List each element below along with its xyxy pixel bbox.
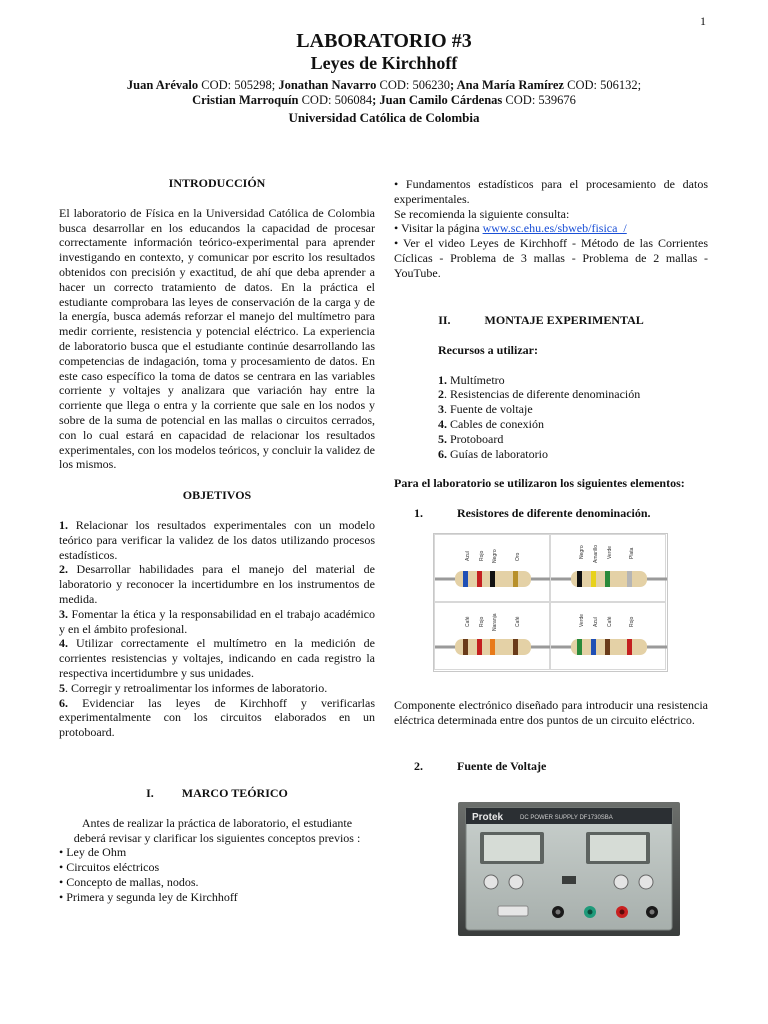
objective-item bbox=[59, 696, 375, 740]
band-label: Negro bbox=[579, 545, 585, 559]
author-code: COD: 506132; bbox=[563, 78, 642, 92]
authors-line-2 bbox=[0, 93, 768, 108]
resistor-cell bbox=[550, 534, 666, 602]
author-name: ; Ana María Ramírez bbox=[450, 78, 564, 92]
item-number: 2 bbox=[438, 387, 444, 402]
item-number: 1. bbox=[414, 506, 423, 520]
power-supply-photo bbox=[458, 802, 680, 936]
list-item bbox=[438, 447, 708, 462]
institution: Universidad Católica de Colombia bbox=[288, 110, 480, 125]
page-number: 1 bbox=[700, 14, 706, 28]
author-code: COD: 505298; bbox=[198, 78, 279, 92]
list-item bbox=[438, 402, 708, 417]
montaje-section bbox=[394, 313, 708, 461]
list-item: • Ver el video Leyes de Kirchhoff - Método de las Corrientes Cíclicas - Problema de 3 mallas - Problema de 2 mallas - YouTube. bbox=[394, 236, 708, 280]
elements-heading: Para el laboratorio se utilizaron los siguientes elementos: bbox=[394, 476, 685, 490]
list-item bbox=[394, 221, 708, 236]
concept-list bbox=[59, 845, 375, 904]
section-title: MARCO TEÓRICO bbox=[181, 786, 288, 800]
objectives-heading: OBJETIVOS bbox=[182, 488, 252, 503]
resistor-graphic bbox=[435, 567, 551, 591]
item-text: . Fuente de voltaje bbox=[444, 402, 533, 417]
color-band bbox=[477, 639, 482, 655]
band-label: Naranja bbox=[492, 613, 498, 631]
objective-item bbox=[59, 681, 375, 696]
list-item: • Ley de Ohm bbox=[59, 845, 127, 860]
author-code: COD: 539676 bbox=[502, 93, 576, 107]
resistor-graphic bbox=[435, 635, 551, 659]
author-name: Juan Arévalo bbox=[126, 78, 199, 92]
item-number: 1. bbox=[438, 372, 447, 387]
color-band bbox=[577, 571, 582, 587]
band-label: Plata bbox=[629, 547, 635, 559]
objective-text: Fomentar la ética y la responsabilidad en el trabajo académico y en el ámbito profesional. bbox=[59, 606, 375, 636]
document-title: LABORATORIO #3 bbox=[296, 30, 472, 52]
band-label: Café bbox=[607, 616, 613, 627]
color-band bbox=[577, 639, 582, 655]
list-item: • Circuitos eléctricos bbox=[59, 860, 160, 875]
item-number: 3 bbox=[438, 402, 444, 417]
reference-link[interactable]: www.sc.ehu.es/sbweb/fisica_/ bbox=[482, 221, 627, 236]
list-item bbox=[438, 417, 708, 432]
section-title: MONTAJE EXPERIMENTAL bbox=[484, 313, 644, 327]
item-number: 4. bbox=[438, 416, 447, 431]
document-subtitle: Leyes de Kirchhoff bbox=[310, 53, 458, 73]
list-item bbox=[438, 387, 708, 402]
item-title: Fuente de Voltaje bbox=[457, 759, 547, 773]
marco-teorico-intro: Antes de realizar la práctica de laboratorio, el estudiante deberá revisar y clarificar los siguientes conceptos previos : bbox=[73, 815, 361, 845]
visit-prefix: • Visitar la página bbox=[394, 221, 483, 236]
objective-number: 3. bbox=[59, 606, 68, 621]
list-item bbox=[438, 373, 708, 388]
section-number: I. bbox=[146, 786, 154, 800]
author-name: ; Juan Camilo Cárdenas bbox=[372, 93, 503, 107]
brand-label: Protek bbox=[472, 812, 504, 823]
objective-item bbox=[59, 636, 375, 680]
recommend-text: Se recomienda la siguiente consulta: bbox=[394, 206, 570, 221]
color-band bbox=[477, 571, 482, 587]
resistor-cell bbox=[434, 602, 550, 670]
band-label: Rojo bbox=[479, 616, 485, 627]
color-band bbox=[490, 639, 495, 655]
list-item: • Concepto de mallas, nodos. bbox=[59, 874, 199, 889]
item-text: Guías de laboratorio bbox=[447, 446, 548, 461]
element-2-heading bbox=[414, 759, 546, 774]
resistor-graphic bbox=[551, 635, 667, 659]
band-label: Rojo bbox=[629, 616, 635, 627]
color-band bbox=[627, 571, 632, 587]
objective-number: 6. bbox=[59, 695, 68, 710]
color-band bbox=[627, 639, 632, 655]
introduction-heading: INTRODUCCIÓN bbox=[168, 176, 266, 190]
author-name: Cristian Marroquín bbox=[192, 93, 299, 107]
objectives-list bbox=[59, 518, 375, 740]
right-column-top bbox=[394, 177, 708, 281]
author-name: Jonathan Navarro bbox=[278, 78, 377, 92]
objective-number: 5 bbox=[59, 680, 65, 695]
objective-item bbox=[59, 518, 375, 562]
color-band bbox=[463, 639, 468, 655]
author-code: COD: 506230 bbox=[376, 78, 450, 92]
color-band bbox=[605, 571, 610, 587]
objective-text: Evidenciar las leyes de Kirchhoff y verificarlas experimentalmente con los circuitos elaborados en un protoboard. bbox=[59, 695, 375, 740]
objective-number: 4. bbox=[59, 636, 68, 651]
power-supply-illustration bbox=[458, 802, 680, 936]
element-1-heading bbox=[414, 506, 651, 521]
author-list bbox=[0, 78, 768, 108]
resistor-graphic bbox=[551, 567, 667, 591]
list-item: • Primera y segunda ley de Kirchhoff bbox=[59, 889, 238, 904]
resources-list bbox=[438, 373, 708, 462]
item-title: Resistores de diferente denominación. bbox=[457, 506, 651, 520]
marco-teorico-section bbox=[59, 786, 375, 905]
list-item bbox=[438, 432, 708, 447]
authors-line-1 bbox=[0, 78, 768, 93]
item-text: Multímetro bbox=[447, 372, 505, 387]
marco-teorico-heading bbox=[59, 786, 375, 801]
objective-item bbox=[59, 562, 375, 606]
band-label: Verde bbox=[579, 613, 585, 627]
band-label: Azul bbox=[593, 617, 599, 627]
introduction-text: El laboratorio de Física en la Universidad Católica de Colombia busca desarrollar en los educandos la capacidad de procesar correctamente información teórico-experimental para aprender investigando en contexto, y comunicar por escrito los resultados obtenidos con precisión y exactitud, de ahí que deba aprender a hacer un correcto tratamiento de datos. En la práctica el estudiante comprobara las leyes de conservación de la carga y de la energía, busca además reforzar el manejo del multímetro para medir corriente, resistencia y potencial eléctrico. La experiencia de laboratorio busca que el estudiante continúe desarrollando las competencias de indagación, toma y procesamiento de datos. En este caso específico la toma de datos se centrara en las variables corriente y voltajes y analizara que variación hay entre la corriente que llega o entra y la corriente que sale en los nodos y sobre de la suma de potencial en las mallas o circuitos cerrados, con lo cual estará en capacidad de relacionar los resultados experimentales, con los modelos teóricos, y concluir la validez de los mismos. bbox=[59, 205, 375, 472]
component-description: Componente electrónico diseñado para introducir una resistencia eléctrica determinada entre dos puntos de un circuito eléctrico. bbox=[394, 698, 708, 727]
model-label: DC POWER SUPPLY DF1730SBA bbox=[520, 815, 613, 821]
montaje-heading bbox=[394, 313, 708, 328]
item-text: . Resistencias de diferente denominación bbox=[444, 387, 641, 402]
color-band bbox=[513, 639, 518, 655]
objective-text: . Corregir y retroalimentar los informes de laboratorio. bbox=[65, 680, 328, 695]
color-band bbox=[591, 571, 596, 587]
resistor-cell bbox=[550, 602, 666, 670]
band-label: Negro bbox=[492, 549, 498, 563]
band-label: Café bbox=[465, 616, 471, 627]
band-label: Verde bbox=[607, 545, 613, 559]
resistor-cell bbox=[434, 534, 550, 602]
band-label: Amarillo bbox=[593, 544, 599, 563]
color-band bbox=[490, 571, 495, 587]
item-number: 5. bbox=[438, 431, 447, 446]
color-band bbox=[591, 639, 596, 655]
author-code: COD: 506084 bbox=[298, 93, 373, 107]
objective-item bbox=[59, 607, 375, 637]
band-label: Rojo bbox=[479, 550, 485, 561]
color-band bbox=[513, 571, 518, 587]
color-band bbox=[463, 571, 468, 587]
objective-number: 2. bbox=[59, 562, 68, 577]
item-text: Cables de conexión bbox=[447, 416, 544, 431]
resistor-figure bbox=[433, 533, 668, 672]
item-text: Protoboard bbox=[447, 431, 504, 446]
color-band bbox=[605, 639, 610, 655]
objective-text: Desarrollar habilidades para el manejo del material de laboratorio y reconocer la incertidumbre en los instrumentos de medida. bbox=[59, 562, 375, 606]
left-column bbox=[59, 176, 375, 740]
objective-text: Relacionar los resultados experimentales con un modelo teórico para verificar la validez de los datos utilizando procesos estadísticos. bbox=[59, 517, 375, 562]
objective-number: 1. bbox=[59, 517, 68, 532]
band-label: Café bbox=[515, 616, 521, 627]
resources-heading: Recursos a utilizar: bbox=[438, 342, 538, 357]
band-label: Azul bbox=[465, 551, 471, 561]
list-item: • Fundamentos estadísticos para el procesamiento de datos experimentales. bbox=[394, 177, 708, 206]
band-label: Oro bbox=[515, 552, 521, 561]
item-number: 6. bbox=[438, 446, 447, 461]
resources-block bbox=[438, 343, 708, 462]
item-number: 2. bbox=[414, 759, 423, 773]
objective-text: Utilizar correctamente el multímetro en la medición de corrientes resistencias y voltajes, indicando en cada registro la respectiva incertidumbre y sus unidades. bbox=[59, 636, 375, 680]
section-number: II. bbox=[438, 313, 451, 327]
